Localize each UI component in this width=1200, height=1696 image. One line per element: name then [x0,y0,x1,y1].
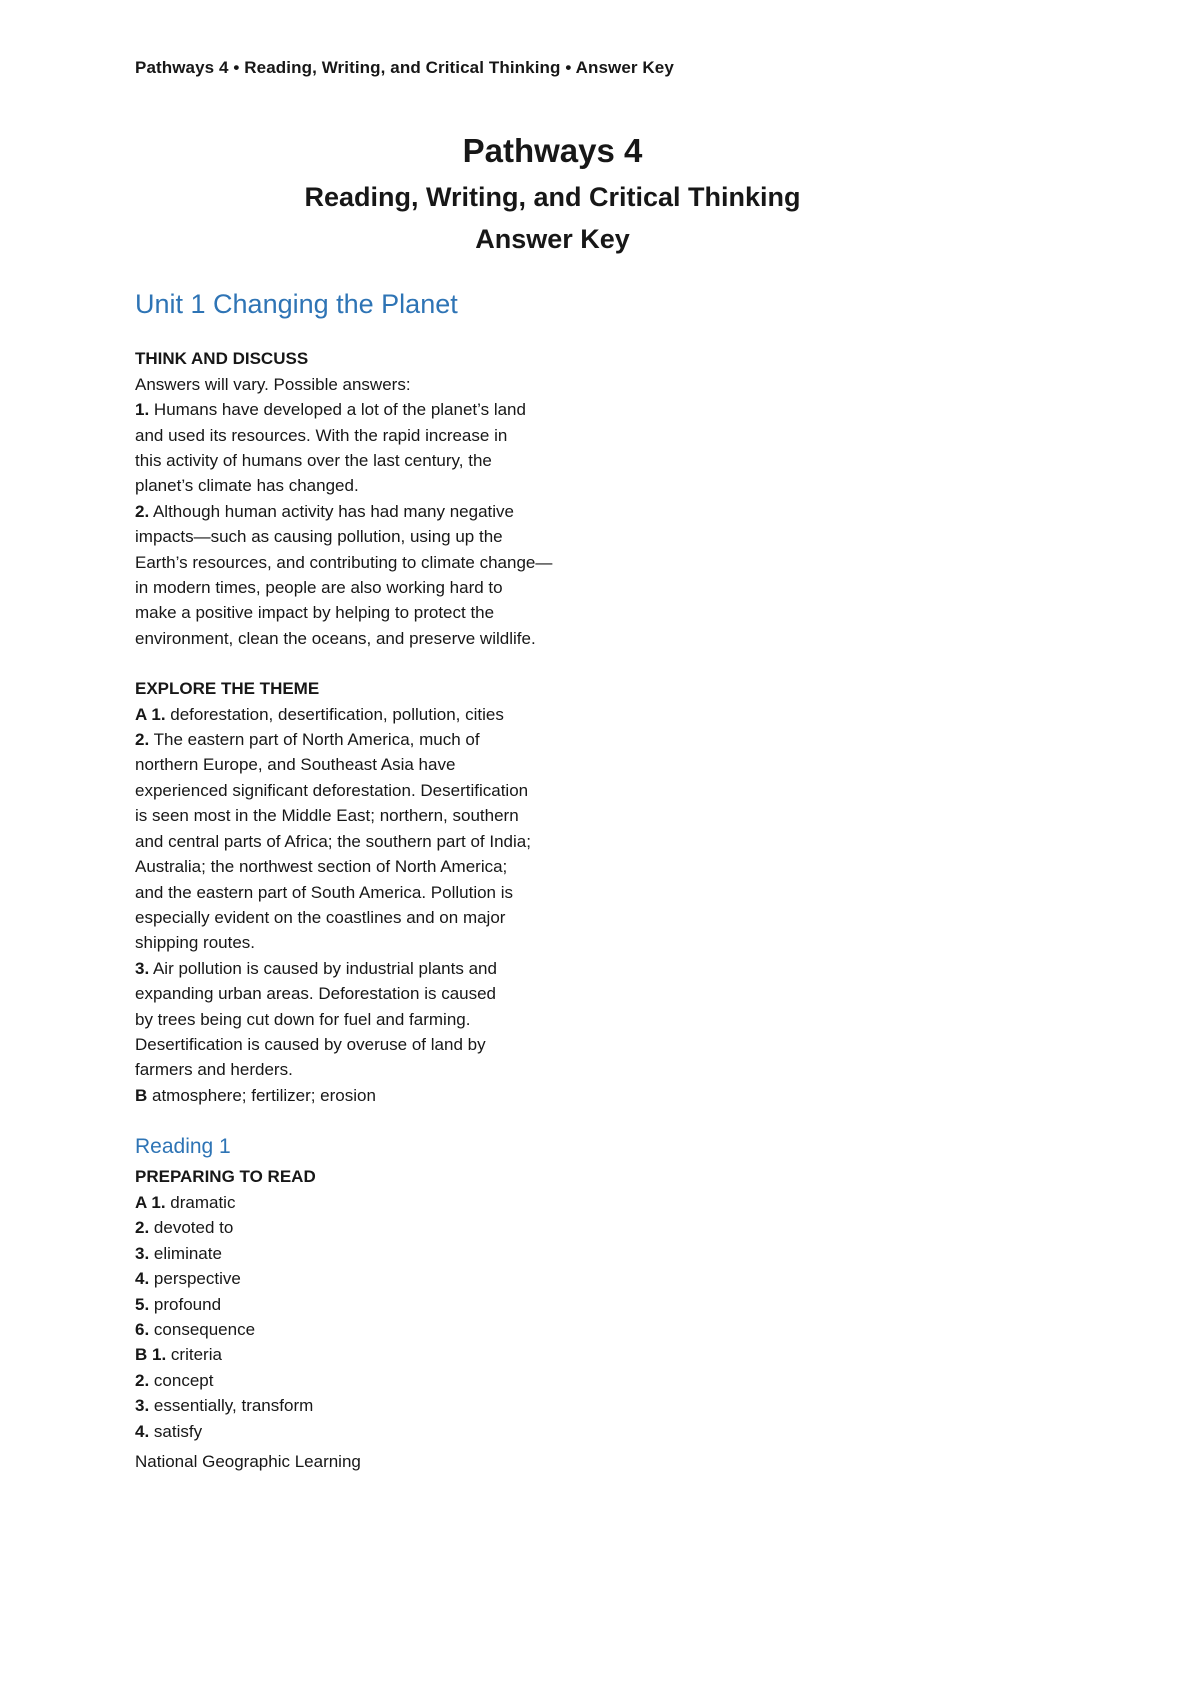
answer-line: 2. The eastern part of North America, much of [135,730,480,750]
answer-line: 3. essentially, transform [135,1396,314,1416]
document-subtitle: Reading, Writing, and Critical Thinking [304,182,801,213]
answer-line: 6. consequence [135,1319,256,1339]
answer-line: B atmosphere; fertilizer; erosion [135,1085,376,1105]
answer-line: 1. Humans have developed a lot of the planet’s land [135,400,526,420]
answer-block [135,676,675,1108]
answer-line: and used its resources. With the rapid increase in [135,425,508,445]
answer-line: and the eastern part of South America. Pollution is [135,882,514,902]
answer-line: in modern times, people are also working hard to [135,578,503,598]
document-content [135,288,675,1469]
answer-line: is seen most in the Middle East; northern, southern [135,806,519,826]
answer-line: Desertification is caused by overuse of land by [135,1034,486,1054]
section-heading: Reading 1 [135,1135,231,1159]
answer-line: Australia; the northwest section of North America; [135,857,508,877]
answer-line: experienced significant deforestation. Desertification [135,780,529,800]
block-label: THINK AND DISCUSS [135,349,309,369]
answer-line: 5. profound [135,1294,222,1314]
answer-line: B 1. criteria [135,1345,222,1365]
section-heading: Unit 1 Changing the Planet [135,289,458,319]
answer-block [135,346,675,651]
answer-line: by trees being cut down for fuel and farming. [135,1009,471,1029]
answer-block [135,1164,675,1443]
answer-line: 3. eliminate [135,1243,222,1263]
document-title: Pathways 4 [462,132,643,169]
answer-line: 2. Although human activity has had many negative [135,501,514,521]
answer-line: Answers will vary. Possible answers: [135,374,411,394]
answer-line: impacts—such as causing pollution, using up the [135,527,503,547]
answer-line: environment, clean the oceans, and preserve wildlife. [135,628,536,648]
title-block [135,130,970,257]
running-header: Pathways 4 • Reading, Writing, and Critical Thinking • Answer Key [135,58,674,77]
answer-line: expanding urban areas. Deforestation is caused [135,984,497,1004]
page-footer: National Geographic Learning [135,1452,361,1471]
answer-line: A 1. deforestation, desertification, pollution, cities [135,704,504,724]
answer-line: make a positive impact by helping to protect the [135,603,495,623]
answer-line: 4. satisfy [135,1421,203,1441]
answer-line: and central parts of Africa; the southern part of India; [135,831,531,851]
answer-line: 3. Air pollution is caused by industrial plants and [135,958,497,978]
answer-line: 2. concept [135,1370,214,1390]
answer-line: 2. devoted to [135,1218,234,1238]
answer-line: 4. perspective [135,1269,241,1289]
answer-line: this activity of humans over the last century, the [135,451,492,471]
answer-line: shipping routes. [135,933,256,953]
document-subtitle-answer-key: Answer Key [475,224,630,254]
answer-line: Earth’s resources, and contributing to climate change— [135,552,553,572]
answer-line: especially evident on the coastlines and on major [135,907,506,927]
answer-line: planet’s climate has changed. [135,476,359,496]
answer-line: A 1. dramatic [135,1192,236,1212]
block-label: EXPLORE THE THEME [135,679,320,699]
answer-line: northern Europe, and Southeast Asia have [135,755,456,775]
answer-line: farmers and herders. [135,1060,293,1080]
block-label: PREPARING TO READ [135,1167,316,1187]
